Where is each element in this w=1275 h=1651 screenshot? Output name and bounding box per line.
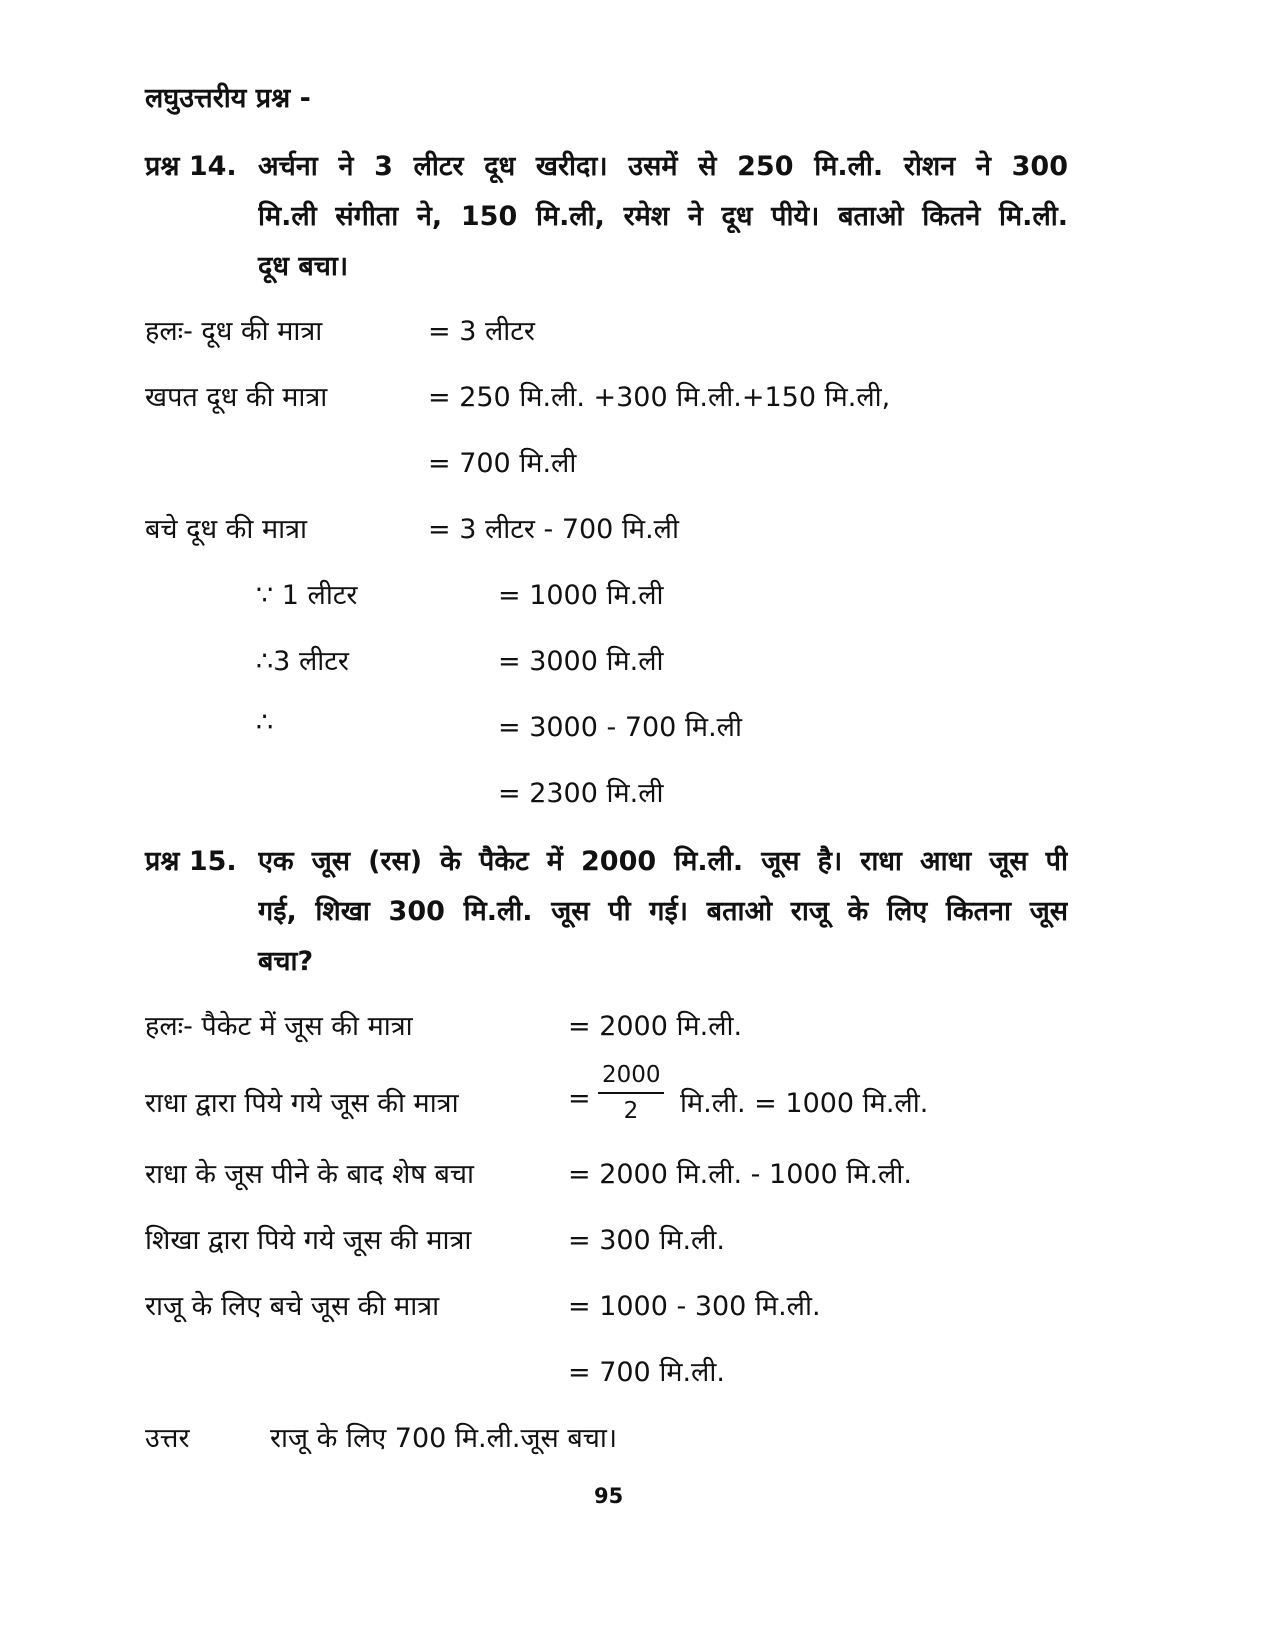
- answer-label: उत्तर: [145, 1423, 190, 1454]
- q15-sol-label-2: राधा द्वारा पिये गये जूस की मात्रा: [145, 1088, 459, 1119]
- q14-sol-label-1: हलः- दूध की मात्रा: [145, 316, 323, 347]
- section-heading: लघुउत्तरीय प्रश्न -: [145, 83, 311, 114]
- q15-sol-equals-2: =: [568, 1083, 591, 1114]
- q14-sol-value-8: = 2300 मि.ली: [498, 778, 664, 809]
- q15-sol-label-1: हलः- पैकेट में जूस की मात्रा: [145, 1011, 413, 1042]
- q14-label: प्रश्न 14.: [145, 151, 237, 182]
- fraction-denominator: 2: [623, 1098, 639, 1124]
- q14-sol-value-5: = 1000 मि.ली: [498, 580, 664, 611]
- q15-sol-value-6: = 700 मि.ली.: [568, 1357, 725, 1388]
- q15-sol-value-4: = 300 मि.ली.: [568, 1225, 725, 1256]
- q14-line-1: अर्चना ने 3 लीटर दूध खरीदा। उसमें से 250 मि.ली. रोशन ने 300: [258, 151, 1068, 182]
- q14-line-2: मि.ली संगीता ने, 150 मि.ली, रमेश ने दूध पीये। बताओ कितने मि.ली.: [258, 201, 1068, 232]
- q15-sol-value-1: = 2000 मि.ली.: [568, 1011, 743, 1042]
- q15-line-1: एक जूस (रस) के पैकेट में 2000 मि.ली. जूस है। राधा आधा जूस पी: [258, 846, 1068, 877]
- fraction-numerator: 2000: [598, 1062, 664, 1094]
- q14-sol-value-4: = 3 लीटर - 700 मि.ली: [428, 514, 679, 545]
- q14-sol-label-6: ∴3 लीटर: [256, 646, 349, 677]
- q15-label: प्रश्न 15.: [145, 846, 237, 877]
- q15-sol-value-3: = 2000 मि.ली. - 1000 मि.ली.: [568, 1159, 912, 1190]
- q14-sol-label-4: बचे दूध की मात्रा: [145, 514, 308, 545]
- q14-sol-value-6: = 3000 मि.ली: [498, 646, 664, 677]
- q14-sol-label-7: ∴: [256, 707, 274, 738]
- q15-sol-label-4: शिखा द्वारा पिये गये जूस की मात्रा: [145, 1225, 472, 1256]
- q14-sol-label-2: खपत दूध की मात्रा: [145, 382, 328, 413]
- q14-line-3: दूध बचा।: [258, 251, 349, 282]
- q15-line-2: गई, शिखा 300 मि.ली. जूस पी गई। बताओ राजू के लिए कितना जूस: [258, 896, 1068, 927]
- q15-sol-label-5: राजू के लिए बचे जूस की मात्रा: [145, 1291, 440, 1322]
- q15-sol-value-5: = 1000 - 300 मि.ली.: [568, 1291, 821, 1322]
- q15-fraction: [598, 1062, 664, 1124]
- q14-sol-value-7: = 3000 - 700 मि.ली: [498, 712, 742, 743]
- q14-sol-label-5: ∵ 1 लीटर: [256, 580, 358, 611]
- q14-sol-value-2: = 250 मि.ली. +300 मि.ली.+150 मि.ली,: [428, 382, 891, 413]
- q15-sol-value-2: मि.ली. = 1000 मि.ली.: [680, 1088, 929, 1119]
- q14-sol-value-3: = 700 मि.ली: [428, 448, 577, 479]
- page-number: 95: [594, 1484, 624, 1508]
- answer-text: राजू के लिए 700 मि.ली.जूस बचा।: [270, 1423, 618, 1454]
- q15-line-3: बचा?: [258, 946, 314, 977]
- q14-sol-value-1: = 3 लीटर: [428, 316, 535, 347]
- q15-sol-label-3: राधा के जूस पीने के बाद शेष बचा: [145, 1159, 475, 1190]
